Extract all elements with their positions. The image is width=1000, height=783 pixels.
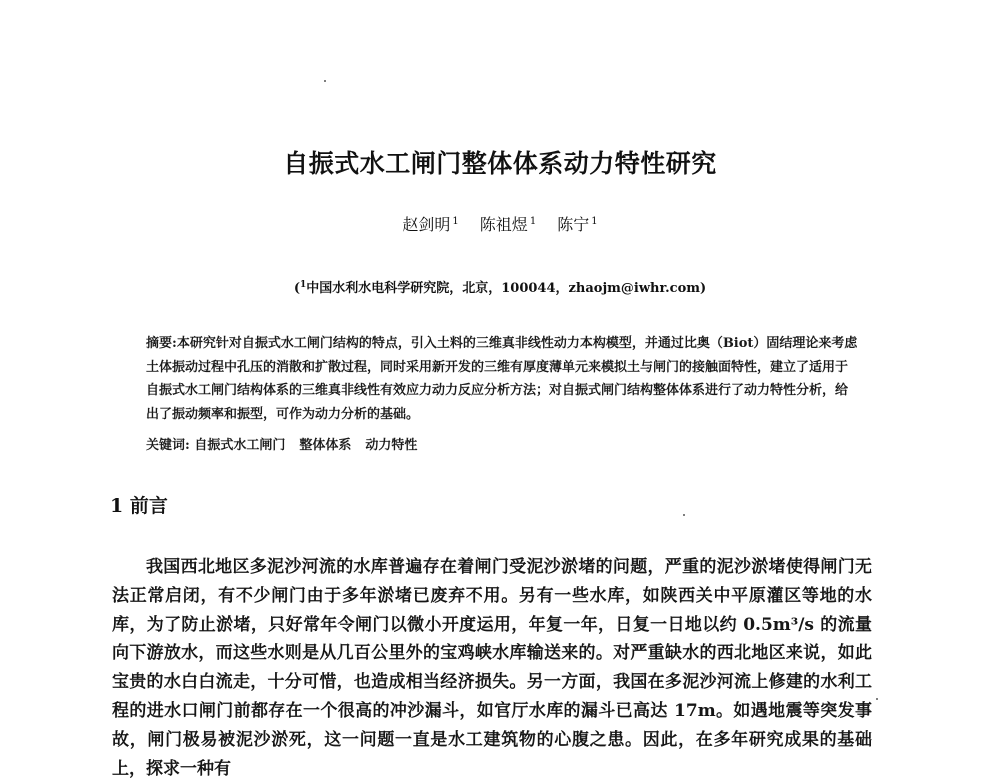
- keyword: 动力特性: [365, 438, 418, 453]
- author-name: 陈宁: [557, 215, 590, 234]
- keywords-label: 关键词:: [146, 438, 190, 453]
- affiliation-marker: 1: [299, 280, 307, 290]
- author: [402, 212, 458, 235]
- paper-title: 自振式水工闸门整体体系动力特性研究: [283, 149, 717, 178]
- scan-speck: [324, 80, 326, 82]
- scan-speck: [876, 698, 878, 700]
- author-list: [0, 212, 1000, 235]
- affiliation-marker: 1: [591, 216, 598, 227]
- affiliation: [0, 277, 1000, 296]
- abstract: [146, 332, 858, 426]
- keyword: 整体体系: [299, 438, 352, 453]
- body-paragraph: 我国西北地区多泥沙河流的水库普遍存在着闸门受泥沙淤堵的问题，严重的泥沙淤堵使得闸门无法正常启闭，有不少闸门由于多年淤堵已废弃不用。另有一些水库，如陕西关中平原灌区等地的水库，为了防止淤堵，只好常年令闸门以微小开度运用，年复一年，日复一日地以约 0.5m³/s 的流量向下游放水，而这些水则是从几百公里外的宝鸡峡水库输送来的。对严重缺水的西北地区来说，如此宝贵的水白白流走，十分可惜，也造成相当经济损失。另一方面，我国在多泥沙河流上修建的水利工程的进水口闸门前都存在一个很高的冲沙漏斗，如官厅水库的漏斗已高达 17m。如遇地震等突发事故，闸门极易被泥沙淤死，这一问题一直是水工建筑物的心腹之患。因此，在多年研究成果的基础上，探求一种有: [112, 557, 872, 779]
- affiliation-marker: 1: [452, 216, 459, 227]
- affiliation-open-paren: (: [293, 281, 300, 296]
- keywords: [146, 434, 858, 453]
- scan-speck: [683, 514, 685, 516]
- section-heading: 1 前言: [110, 495, 168, 517]
- author: [557, 212, 597, 235]
- author-name: 赵剑明: [402, 215, 451, 234]
- author-name: 陈祖煜: [479, 215, 528, 234]
- keyword: 自振式水工闸门: [194, 438, 286, 453]
- affiliation-text: 中国水利水电科学研究院，北京，100044，zhaojm@iwhr.com): [306, 281, 707, 296]
- affiliation-marker: 1: [529, 216, 537, 227]
- abstract-label: 摘要:: [146, 336, 177, 351]
- abstract-text: 本研究针对自振式水工闸门结构的特点，引入土料的三维真非线性动力本构模型，并通过比奥（Biot）固结理论来考虑土体振动过程中孔压的消散和扩散过程，同时采用新开发的三维有厚度薄单元来模拟土与闸门的接触面特性，建立了适用于自振式水工闸门结构体系的三维真非线性有效应力动力反应分析方法；对自振式闸门结构整体体系进行了动力特性分析，给出了振动频率和振型，可作为动力分析的基础。: [146, 336, 858, 422]
- author: [480, 212, 536, 235]
